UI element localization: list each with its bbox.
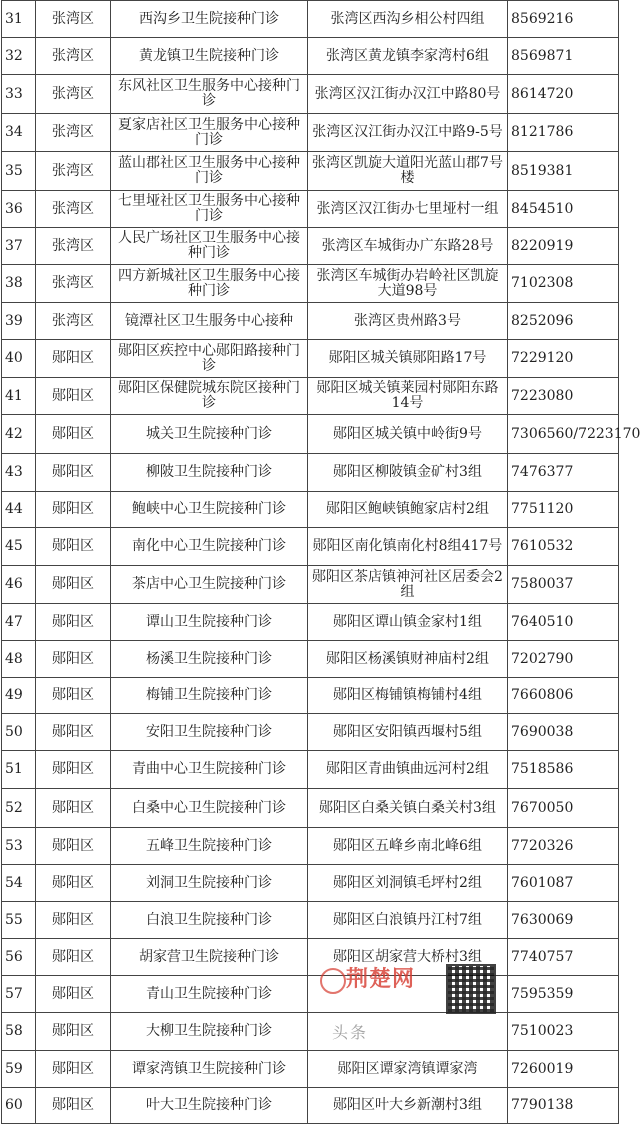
phone-cell: 7690038 bbox=[508, 714, 619, 751]
address-cell: 郧阳区刘洞镇毛坪村2组 bbox=[308, 865, 508, 902]
phone-cell: 8614720 bbox=[508, 75, 619, 114]
clinic-name-cell: 白浪卫生院接种门诊 bbox=[111, 902, 308, 939]
phone-cell: 8220919 bbox=[508, 228, 619, 265]
address-cell: 张湾区汉江街办七里垭村一组 bbox=[308, 191, 508, 228]
row-number: 44 bbox=[2, 492, 36, 528]
table-row bbox=[2, 152, 619, 191]
phone-cell: 7751120 bbox=[508, 492, 619, 528]
address-cell: 张湾区汉江街办汉江中路9-5号 bbox=[308, 114, 508, 152]
address-cell: 郧阳区柳陂镇金矿村3组 bbox=[308, 454, 508, 492]
phone-cell: 7260019 bbox=[508, 1051, 619, 1088]
district-cell: 郧阳区 bbox=[36, 678, 111, 714]
address-cell: 郧阳区鲍峡镇鲍家店村2组 bbox=[308, 492, 508, 528]
district-cell: 郧阳区 bbox=[36, 1088, 111, 1124]
table-row bbox=[2, 492, 619, 528]
phone-cell: 7102308 bbox=[508, 265, 619, 303]
clinic-name-cell: 胡家营卫生院接种门诊 bbox=[111, 939, 308, 976]
address-cell: 郧阳区白浪镇丹江村7组 bbox=[308, 902, 508, 939]
address-cell: 郧阳区青曲镇曲远河村2组 bbox=[308, 751, 508, 789]
clinic-name-cell: 柳陂卫生院接种门诊 bbox=[111, 454, 308, 492]
address-cell: 张湾区汉江街办汉江中路80号 bbox=[308, 75, 508, 114]
district-cell: 张湾区 bbox=[36, 228, 111, 265]
district-cell: 郧阳区 bbox=[36, 1051, 111, 1088]
phone-cell: 8569216 bbox=[508, 1, 619, 38]
address-cell: 郧阳区城关镇郧阳路17号 bbox=[308, 340, 508, 378]
address-cell: 郧阳区梅铺镇梅铺村4组 bbox=[308, 678, 508, 714]
table-row bbox=[2, 340, 619, 378]
table-row bbox=[2, 265, 619, 303]
clinic-name-cell: 城关卫生院接种门诊 bbox=[111, 415, 308, 454]
clinic-name-cell: 梅铺卫生院接种门诊 bbox=[111, 678, 308, 714]
brand-logo-icon bbox=[320, 968, 346, 994]
phone-cell: 7518586 bbox=[508, 751, 619, 789]
table-body bbox=[2, 1, 640, 1124]
table-row bbox=[2, 415, 619, 454]
clinic-name-cell: 五峰卫生院接种门诊 bbox=[111, 828, 308, 865]
address-cell: 郧阳区城关镇中岭街9号 bbox=[308, 415, 508, 454]
phone-cell: 7670050 bbox=[508, 789, 619, 828]
phone-cell: 7740757 bbox=[508, 939, 619, 976]
table-row bbox=[2, 1, 619, 38]
clinic-name-cell: 东风社区卫生服务中心接种门诊 bbox=[111, 75, 308, 114]
district-cell: 郧阳区 bbox=[36, 789, 111, 828]
district-cell: 张湾区 bbox=[36, 152, 111, 191]
address-cell: 张湾区凯旋大道阳光蓝山郡7号楼 bbox=[308, 152, 508, 191]
clinic-name-cell: 青山卫生院接种门诊 bbox=[111, 976, 308, 1013]
table-row bbox=[2, 528, 619, 566]
clinic-name-cell: 谭家湾镇卫生院接种门诊 bbox=[111, 1051, 308, 1088]
address-cell: 张湾区车城街办岩岭社区凯旋大道98号 bbox=[308, 265, 508, 303]
district-cell: 郧阳区 bbox=[36, 828, 111, 865]
row-number: 51 bbox=[2, 751, 36, 789]
district-cell: 郧阳区 bbox=[36, 415, 111, 454]
address-cell: 郧阳区谭家湾镇谭家湾 bbox=[308, 1051, 508, 1088]
table-row bbox=[2, 228, 619, 265]
district-cell: 郧阳区 bbox=[36, 566, 111, 604]
clinic-name-cell: 青曲中心卫生院接种门诊 bbox=[111, 751, 308, 789]
district-cell: 郧阳区 bbox=[36, 528, 111, 566]
address-cell: 郧阳区安阳镇西堰村5组 bbox=[308, 714, 508, 751]
row-number: 47 bbox=[2, 604, 36, 641]
clinic-name-cell: 西沟乡卫生院接种门诊 bbox=[111, 1, 308, 38]
district-cell: 郧阳区 bbox=[36, 751, 111, 789]
address-cell: 郧阳区胡家营大桥村3组 bbox=[308, 939, 508, 976]
clinic-name-cell: 南化中心卫生院接种门诊 bbox=[111, 528, 308, 566]
clinic-name-cell: 安阳卫生院接种门诊 bbox=[111, 714, 308, 751]
district-cell: 郧阳区 bbox=[36, 641, 111, 678]
row-number: 37 bbox=[2, 228, 36, 265]
phone-cell: 8252096 bbox=[508, 303, 619, 340]
row-number: 52 bbox=[2, 789, 36, 828]
row-number: 38 bbox=[2, 265, 36, 303]
district-cell: 张湾区 bbox=[36, 1, 111, 38]
clinic-name-cell: 茶店中心卫生院接种门诊 bbox=[111, 566, 308, 604]
row-number: 40 bbox=[2, 340, 36, 378]
clinic-name-cell: 四方新城社区卫生服务中心接种门诊 bbox=[111, 265, 308, 303]
district-cell: 张湾区 bbox=[36, 75, 111, 114]
row-number: 60 bbox=[2, 1088, 36, 1124]
qr-code-icon bbox=[446, 964, 496, 1014]
clinic-name-cell: 郧阳区疾控中心郧阳路接种门诊 bbox=[111, 340, 308, 378]
row-number: 46 bbox=[2, 566, 36, 604]
clinic-name-cell: 七里垭社区卫生服务中心接种门诊 bbox=[111, 191, 308, 228]
clinic-name-cell: 叶大卫生院接种门诊 bbox=[111, 1088, 308, 1124]
district-cell: 郧阳区 bbox=[36, 976, 111, 1013]
row-number: 32 bbox=[2, 38, 36, 75]
phone-cell: 8454510 bbox=[508, 191, 619, 228]
table-row bbox=[2, 828, 619, 865]
table-row bbox=[2, 1013, 619, 1051]
address-cell: 郧阳区杨溪镇财神庙村2组 bbox=[308, 641, 508, 678]
table-row bbox=[2, 566, 619, 604]
district-cell: 郧阳区 bbox=[36, 492, 111, 528]
clinic-name-cell: 鲍峡中心卫生院接种门诊 bbox=[111, 492, 308, 528]
table-row bbox=[2, 38, 619, 75]
row-number: 45 bbox=[2, 528, 36, 566]
row-number: 50 bbox=[2, 714, 36, 751]
phone-cell: 7640510 bbox=[508, 604, 619, 641]
phone-cell: 7660806 bbox=[508, 678, 619, 714]
address-cell: 郧阳区南化镇南化村8组417号 bbox=[308, 528, 508, 566]
row-number: 42 bbox=[2, 415, 36, 454]
address-cell: 郧阳区茶店镇神河社区居委会2组 bbox=[308, 566, 508, 604]
phone-cell: 7595359 bbox=[508, 976, 619, 1013]
district-cell: 张湾区 bbox=[36, 38, 111, 75]
address-cell: 郧阳区白桑关镇白桑关村3组 bbox=[308, 789, 508, 828]
table-row bbox=[2, 789, 619, 828]
clinic-name-cell: 大柳卫生院接种门诊 bbox=[111, 1013, 308, 1051]
clinic-name-cell: 夏家店社区卫生服务中心接种门诊 bbox=[111, 114, 308, 152]
table-row bbox=[2, 976, 619, 1013]
row-number: 55 bbox=[2, 902, 36, 939]
table-row bbox=[2, 1088, 619, 1124]
row-number: 53 bbox=[2, 828, 36, 865]
table-row bbox=[2, 714, 619, 751]
row-number: 33 bbox=[2, 75, 36, 114]
district-cell: 郧阳区 bbox=[36, 714, 111, 751]
address-cell: 郧阳区谭山镇金家村1组 bbox=[308, 604, 508, 641]
row-number: 39 bbox=[2, 303, 36, 340]
row-number: 43 bbox=[2, 454, 36, 492]
district-cell: 郧阳区 bbox=[36, 454, 111, 492]
table-row bbox=[2, 191, 619, 228]
clinic-name-cell: 白桑中心卫生院接种门诊 bbox=[111, 789, 308, 828]
phone-cell: 7580037 bbox=[508, 566, 619, 604]
phone-cell: 7610532 bbox=[508, 528, 619, 566]
row-number: 56 bbox=[2, 939, 36, 976]
address-cell: 张湾区西沟乡相公村四组 bbox=[308, 1, 508, 38]
district-cell: 张湾区 bbox=[36, 191, 111, 228]
district-cell: 郧阳区 bbox=[36, 939, 111, 976]
address-cell: 郧阳区叶大乡新潮村3组 bbox=[308, 1088, 508, 1124]
table-row bbox=[2, 678, 619, 714]
phone-cell: 8519381 bbox=[508, 152, 619, 191]
table-row bbox=[2, 454, 619, 492]
row-number: 57 bbox=[2, 976, 36, 1013]
clinic-name-cell: 刘洞卫生院接种门诊 bbox=[111, 865, 308, 902]
district-cell: 张湾区 bbox=[36, 303, 111, 340]
row-number: 31 bbox=[2, 1, 36, 38]
phone-cell: 8121786 bbox=[508, 114, 619, 152]
phone-cell: 7510023 bbox=[508, 1013, 619, 1051]
clinic-name-cell: 人民广场社区卫生服务中心接种门诊 bbox=[111, 228, 308, 265]
district-cell: 张湾区 bbox=[36, 114, 111, 152]
phone-cell: 7720326 bbox=[508, 828, 619, 865]
row-number: 34 bbox=[2, 114, 36, 152]
clinic-name-cell: 杨溪卫生院接种门诊 bbox=[111, 641, 308, 678]
row-number: 36 bbox=[2, 191, 36, 228]
row-number: 54 bbox=[2, 865, 36, 902]
row-number: 59 bbox=[2, 1051, 36, 1088]
row-number: 58 bbox=[2, 1013, 36, 1051]
phone-cell: 7223080 bbox=[508, 378, 619, 415]
district-cell: 郧阳区 bbox=[36, 604, 111, 641]
district-cell: 郧阳区 bbox=[36, 378, 111, 415]
row-number: 41 bbox=[2, 378, 36, 415]
address-cell: 张湾区车城街办广东路28号 bbox=[308, 228, 508, 265]
clinic-name-cell: 郧阳区保健院城东院区接种门诊 bbox=[111, 378, 308, 415]
table-row bbox=[2, 75, 619, 114]
table-row bbox=[2, 865, 619, 902]
phone-cell: 7601087 bbox=[508, 865, 619, 902]
phone-cell: 8569871 bbox=[508, 38, 619, 75]
address-cell: 张湾区贵州路3号 bbox=[308, 303, 508, 340]
table-row bbox=[2, 1051, 619, 1088]
phone-cell: 7790138 bbox=[508, 1088, 619, 1124]
district-cell: 郧阳区 bbox=[36, 902, 111, 939]
clinic-name-cell: 谭山卫生院接种门诊 bbox=[111, 604, 308, 641]
clinic-name-cell: 蓝山郡社区卫生服务中心接种门诊 bbox=[111, 152, 308, 191]
table-row bbox=[2, 604, 619, 641]
table-row bbox=[2, 641, 619, 678]
clinic-name-cell: 镜潭社区卫生服务中心接种 bbox=[111, 303, 308, 340]
address-cell: 郧阳区城关镇莱园村郧阳东路14号 bbox=[308, 378, 508, 415]
watermark bbox=[318, 962, 504, 1080]
table-row bbox=[2, 378, 619, 415]
district-cell: 郧阳区 bbox=[36, 1013, 111, 1051]
phone-cell: 7229120 bbox=[508, 340, 619, 378]
row-number: 35 bbox=[2, 152, 36, 191]
district-cell: 郧阳区 bbox=[36, 865, 111, 902]
table-row bbox=[2, 114, 619, 152]
address-cell: 张湾区黄龙镇李家湾村6组 bbox=[308, 38, 508, 75]
clinic-table bbox=[1, 0, 640, 1124]
phone-cell: 7476377 bbox=[508, 454, 619, 492]
row-number: 48 bbox=[2, 641, 36, 678]
clinic-name-cell: 黄龙镇卫生院接种门诊 bbox=[111, 38, 308, 75]
table-row bbox=[2, 303, 619, 340]
table-row bbox=[2, 939, 619, 976]
address-cell: 郧阳区五峰乡南北峰6组 bbox=[308, 828, 508, 865]
table-row bbox=[2, 751, 619, 789]
watermark-brand: 荆楚网 bbox=[346, 966, 416, 992]
row-number: 49 bbox=[2, 678, 36, 714]
watermark-sub: 头条 bbox=[332, 1023, 369, 1042]
phone-cell: 7306560/7223170 bbox=[508, 415, 619, 454]
table-row bbox=[2, 902, 619, 939]
phone-cell: 7202790 bbox=[508, 641, 619, 678]
district-cell: 郧阳区 bbox=[36, 340, 111, 378]
phone-cell: 7630069 bbox=[508, 902, 619, 939]
district-cell: 张湾区 bbox=[36, 265, 111, 303]
